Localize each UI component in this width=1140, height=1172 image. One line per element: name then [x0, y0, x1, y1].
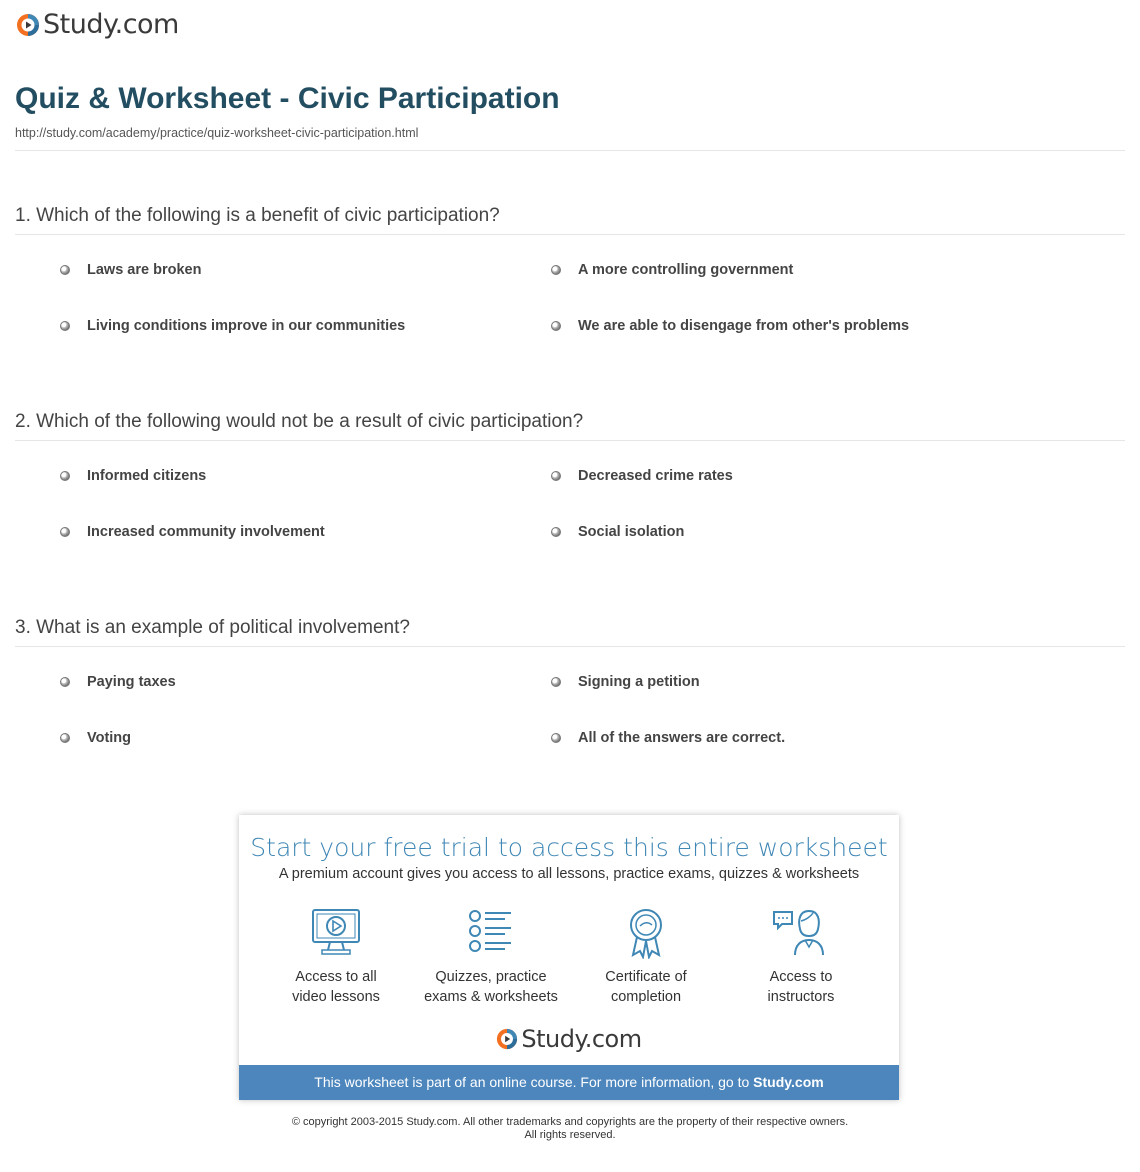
option-label: Informed citizens [87, 468, 207, 484]
site-logo[interactable] [16, 10, 179, 40]
video-lesson-icon [310, 907, 362, 957]
promo-subtitle: A premium account gives you access to all lessons, practice exams, quizzes & worksheets [278, 866, 860, 882]
instructor-icon [771, 907, 831, 957]
q2-option-d[interactable] [551, 524, 684, 540]
feature-label-line: Access to [769, 969, 833, 985]
radio-icon[interactable] [551, 733, 561, 743]
divider [15, 440, 1125, 441]
radio-icon[interactable] [551, 321, 561, 331]
q1-option-d[interactable] [551, 318, 909, 334]
free-trial-promo[interactable] [239, 815, 899, 1100]
option-label: Decreased crime rates [578, 468, 733, 484]
quiz-list-icon [465, 907, 517, 957]
promo-title[interactable]: Start your free trial to access this entire worksheet [250, 833, 888, 862]
feature-label-line: Certificate of [605, 969, 687, 985]
feature-label-line: Access to all [295, 969, 377, 985]
q1-option-b[interactable] [551, 262, 793, 278]
q3-option-c[interactable] [60, 730, 131, 746]
option-label: Social isolation [578, 524, 685, 540]
divider [15, 150, 1125, 151]
radio-icon[interactable] [60, 527, 70, 537]
course-info-text: This worksheet is part of an online course. For more information, go to [314, 1074, 754, 1090]
q2-option-b[interactable] [551, 468, 733, 484]
q1-option-c[interactable] [60, 318, 405, 334]
promo-logo[interactable] [239, 1025, 899, 1053]
question-1: 1. Which of the following is a benefit of civic participation? [15, 205, 500, 226]
divider [15, 234, 1125, 235]
feature-label-line: completion [610, 989, 682, 1005]
q1-option-a[interactable] [60, 262, 201, 278]
option-label: Paying taxes [87, 674, 176, 690]
study-logo-icon [496, 1028, 518, 1050]
q3-option-a[interactable] [60, 674, 176, 690]
option-label: Living conditions improve in our communities [87, 318, 406, 334]
study-logo-icon [16, 13, 40, 37]
radio-icon[interactable] [60, 265, 70, 275]
footer-copyright [0, 1116, 1140, 1142]
question-2: 2. Which of the following would not be a result of civic participation? [15, 411, 584, 432]
feature-quizzes [421, 907, 561, 1007]
course-info-bar[interactable] [239, 1065, 899, 1100]
feature-label [266, 967, 406, 1007]
option-label: A more controlling government [578, 262, 794, 278]
option-label: All of the answers are correct. [578, 730, 786, 746]
page-title: Quiz & Worksheet - Civic Participation [15, 82, 560, 115]
feature-video-lessons [266, 907, 406, 1007]
radio-icon[interactable] [60, 733, 70, 743]
radio-icon[interactable] [60, 471, 70, 481]
option-label: Increased community involvement [87, 524, 325, 540]
course-info-link[interactable]: Study.com [753, 1074, 824, 1090]
feature-label-line: exams & worksheets [424, 989, 558, 1005]
feature-label-line: Quizzes, practice [435, 969, 547, 985]
option-label: We are able to disengage from other's problems [578, 318, 910, 334]
feature-label [421, 967, 561, 1007]
feature-certificate [576, 907, 716, 1007]
feature-label-line: instructors [767, 989, 835, 1005]
page-url[interactable]: http://study.com/academy/practice/quiz-worksheet-civic-participation.html [15, 126, 419, 140]
q3-option-b[interactable] [551, 674, 700, 690]
option-label: Voting [87, 730, 132, 746]
radio-icon[interactable] [551, 677, 561, 687]
q2-option-a[interactable] [60, 468, 206, 484]
question-3: 3. What is an example of political involvement? [15, 617, 410, 638]
radio-icon[interactable] [551, 471, 561, 481]
option-label: Laws are broken [87, 262, 202, 278]
feature-label [576, 967, 716, 1007]
radio-icon[interactable] [551, 527, 561, 537]
certificate-icon [620, 907, 672, 959]
copyright-text: © copyright 2003-2015 Study.com. All other trademarks and copyrights are the property of their respective owners. [291, 1116, 849, 1128]
feature-label-line: video lessons [292, 989, 380, 1005]
feature-instructors [731, 907, 871, 1007]
divider [15, 646, 1125, 647]
q3-option-d[interactable] [551, 730, 785, 746]
q2-option-c[interactable] [60, 524, 325, 540]
feature-label [731, 967, 871, 1007]
radio-icon[interactable] [551, 265, 561, 275]
logo-text: Study.com [43, 9, 179, 40]
radio-icon[interactable] [60, 677, 70, 687]
radio-icon[interactable] [60, 321, 70, 331]
option-label: Signing a petition [578, 674, 700, 690]
rights-text: All rights reserved. [524, 1129, 616, 1141]
logo-text: Study.com [521, 1025, 642, 1053]
